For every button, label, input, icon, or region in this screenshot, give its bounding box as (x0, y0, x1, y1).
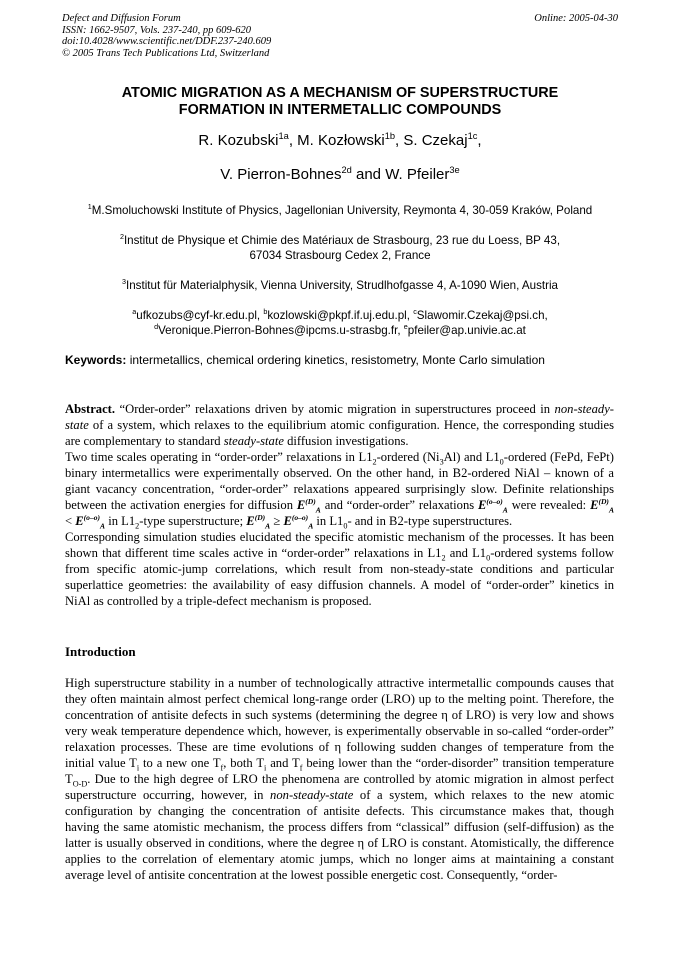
affiliation-text: M.Smoluchowski Institute of Physics, Jagellonian University, Reymonta 4, 30-059 Kraków, Poland (91, 204, 593, 217)
section-heading-introduction: Introduction (65, 644, 136, 659)
abstract-paragraph-1: Abstract. “Order-order” relaxations driven by atomic migration in superstructures proceed in non-steady-state of a system, which relaxes to the equilibrium atomic configuration. Hence, the corresponding studies are complementary to standard steady-state diffusion investigations. (65, 402, 614, 448)
abstract-paragraph-3: Corresponding simulation studies elucidated the specific atomistic mechanism of the processes. It has been shown that different time scales active in “order-order” relaxations in $L1_2$ and $L1_0$-ordered systems follow from specific atomic-jump correlations, which result from non-steady-state conditions and particular superlattice geometries: the availability of easy diffusion channels. A model of “order-order” kinetics in NiAl as controlled by a triple-defect mechanism is proposed. (65, 530, 614, 608)
email-sup: e (403, 322, 408, 332)
affiliation-2 (56, 233, 624, 263)
issn-line: ISSN: 1662-9507, Vols. 237-240, pp 609-620 (62, 24, 251, 36)
author-sep: , (395, 132, 404, 149)
online-date: Online: 2005-04-30 (534, 13, 618, 24)
email-text: kozlowski@pkpf.if.uj.edu.pl, (267, 309, 414, 322)
activation-energy-diffusion: $E^{(D)}_A$ (296, 496, 321, 515)
keywords (65, 353, 621, 368)
affiliation-1 (56, 203, 624, 218)
activation-energy-order-order: $E^{(o-o)}_A$ (478, 496, 508, 515)
email-text: Slawomir.Czekaj@psi.ch, (416, 309, 548, 322)
abstract-label: Abstract. (65, 402, 116, 416)
author-name: S. Czekaj (403, 132, 468, 149)
copyright-line: © 2005 Trans Tech Publications Ltd, Switzerland (62, 47, 270, 59)
email-sup: c (413, 307, 417, 317)
author-sep: and (351, 166, 386, 183)
author-sup: 3e (449, 165, 460, 175)
author-sup: 1b (384, 131, 396, 141)
email-sup: a (132, 307, 137, 317)
affiliation-text: 67034 Strasbourg Cedex 2, France (249, 249, 431, 262)
author-sep: , (288, 132, 298, 149)
email-text: ufkozubs@cyf-kr.edu.pl, (136, 309, 264, 322)
activation-energy-diffusion: $E^{(D)}_A$ (246, 512, 271, 531)
activation-energy-diffusion: $E^{(D)}_A$ (590, 496, 614, 515)
journal-name: Defect and Diffusion Forum (62, 13, 181, 24)
author-name: M. Kozłowski (297, 132, 385, 149)
email-sup: b (263, 307, 268, 317)
activation-energy-order-order: $E^{(o-o)}_A$ (75, 512, 106, 531)
abstract-paragraph-2: Two time scales operating in “order-order” relaxations in $L1_2$-ordered $(Ni_3Al)$ and $L1_0$-ordered (FePd, FePt) binary intermetallics were experimentally observed. On the other hand, in B2-ordered NiAl – known of a giant vacancy concentration, “order-order” relaxations appeared surprisingly slow. Definite relationships between the activation energies for diffusion $E^{(D)}_A$ and “order-order” relaxations $E^{(o-o)}_A$ were revealed: $E^{(D)}_A < E^{(o-o)}_A$ in $L1_2$-type superstructure; $E^{(D)}_A \ge E^{(o-o)}_A$ in $L1_0-$ and in B2-type superstructures. (65, 450, 614, 531)
author-sup: 2d (341, 165, 352, 175)
email-text: pfeiler@ap.univie.ac.at (407, 324, 526, 337)
affiliation-text: Institut de Physique et Chimie des Matériaux de Strasbourg, 23 rue du Loess, BP 43, (123, 234, 561, 247)
journal-header (62, 13, 618, 59)
author-name: R. Kozubski (198, 132, 279, 149)
author-emails (56, 308, 624, 338)
affiliation-sup: 1 (87, 202, 92, 212)
affiliation-text: Institut für Materialphysik, Vienna University, Strudlhofgasse 4, A-1090 Wien, Austria (126, 279, 558, 292)
affiliation-sup: 3 (122, 277, 127, 287)
email-text: Veronique.Pierron-Bohnes@ipcms.u-strasbg.fr, (158, 324, 404, 337)
author-sep: , (477, 132, 482, 149)
affiliation-sup: 2 (119, 232, 124, 242)
title-line-2: FORMATION IN INTERMETALLIC COMPOUNDS (178, 102, 502, 118)
keywords-text: intermetallics, chemical ordering kinetics, resistometry, Monte Carlo simulation (126, 353, 545, 367)
introduction-text (65, 675, 614, 883)
title-line-1: ATOMIC MIGRATION AS A MECHANISM OF SUPERSTRUCTURE (121, 85, 559, 101)
doi-line: doi:10.4028/www.scientific.net/DDF.237-240.609 (62, 36, 272, 48)
introduction-paragraph: High superstructure stability in a number of technologically attractive intermetallic compounds causes that they often maintain almost perfect chemical long-range order (LRO) up to the melting point. Therefore, the concentration of antisite defects in such systems (determining the degree η of LRO) is very low and shows very weak temperature dependence which, however, is experimentally observable in so-called “order-order” relaxation processes. These are time evolutions of η following sudden changes of temperature from the initial value $T_i$ to a new one $T_f$, both $T_i$ and $T_f$ being lower than the “order-disorder” transition temperature $T_{O-D}$. Due to the high degree of LRO the phenomena are controlled by atomic migration in almost perfect superstructure occurring, however, in non-steady-state of a system, which relaxes to the new atomic configuration by changing the concentration of antisite defects. This circumstance makes that, though having the same atomistic mechanism, the process differs from “classical” diffusion (self-diffusion) as the latter is usually observed in conditions, where the degree η of LRO is constant. Atomistically, the difference applies to the correlation of elementary atomic jumps, which no longer aims at maintaining a constant average level of antisite concentration at the lowest possible energetic cost. Consequently, “order- (65, 676, 614, 882)
abstract (65, 401, 614, 609)
author-name: W. Pfeiler (385, 166, 450, 183)
authors-line-2 (62, 166, 618, 184)
paper-title (62, 85, 618, 119)
activation-energy-order-order: $E^{(o-o)}_A$ (283, 512, 314, 531)
authors-line-1 (62, 132, 618, 150)
affiliation-3 (56, 278, 624, 293)
author-sup: 1c (467, 131, 478, 141)
email-sup: d (154, 322, 159, 332)
keywords-label: Keywords: (65, 353, 127, 367)
author-sup: 1a (278, 131, 289, 141)
author-name: V. Pierron-Bohnes (220, 166, 342, 183)
